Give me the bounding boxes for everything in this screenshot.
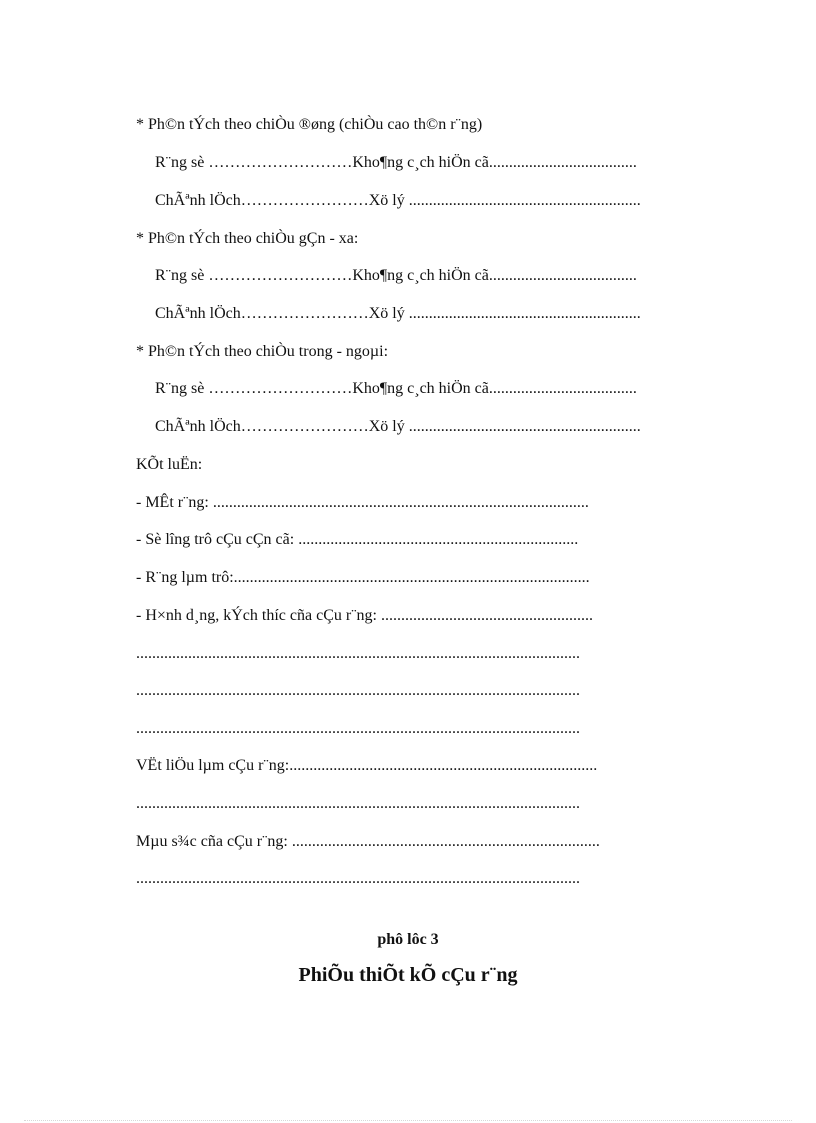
blank-fill-line: ............................................................................................................... [136, 682, 580, 699]
blank-fill-line: ............................................................................................................... [136, 795, 580, 812]
difference-line: ChÃªnh lÖch……………………Xö lý .......................................................... [155, 305, 641, 322]
bridge-shape-size-line: - H×nh d¸ng, kÝch thíc cña cÇu r¨ng: ..................................................... [136, 607, 593, 624]
conclusion-heading: KÕt luËn: [136, 456, 203, 473]
section-vertical-heading: * Ph©n tÝch theo chiÒu ®øng (chiÒu cao th©n r¨ng) [136, 116, 483, 133]
blank-fill-line: ............................................................................................................... [136, 720, 580, 737]
section-buccolingual-heading: * Ph©n tÝch theo chiÒu trong - ngoµi: [136, 343, 389, 360]
abutment-teeth-line: - R¨ng lµm trô:......................................................................................... [136, 569, 590, 586]
appendix-title: PhiÕu thiÕt kÕ cÇu r¨ng [298, 964, 518, 986]
bridge-material-line: VËt liÖu lµm cÇu r¨ng:............................................................................. [136, 757, 598, 774]
difference-line: ChÃªnh lÖch……………………Xö lý .......................................................... [155, 418, 641, 435]
blank-fill-line: ............................................................................................................... [136, 645, 580, 662]
bridge-color-line: Mµu s¾c cña cÇu r¨ng: ............................................................................. [136, 833, 600, 850]
difference-line: ChÃªnh lÖch……………………Xö lý .......................................................... [155, 192, 641, 209]
appendix-label: phô lôc 3 [377, 931, 439, 948]
section-mesiodistal-heading: * Ph©n tÝch theo chiÒu gÇn - xa: [136, 230, 359, 247]
tooth-number-line: R¨ng sè ………………………Kho¶ng c¸ch hiÖn cã..................................... [155, 267, 637, 284]
tooth-number-line: R¨ng sè ………………………Kho¶ng c¸ch hiÖn cã..................................... [155, 154, 637, 171]
blank-fill-line: ............................................................................................................... [136, 870, 580, 887]
missing-teeth-line: - MÊt r¨ng: .............................................................................................. [136, 494, 589, 511]
abutment-count-line: - Sè lîng trô cÇu cÇn cã: ...................................................................... [136, 531, 579, 548]
page-bottom-divider [24, 1120, 792, 1121]
tooth-number-line: R¨ng sè ………………………Kho¶ng c¸ch hiÖn cã..................................... [155, 380, 637, 397]
